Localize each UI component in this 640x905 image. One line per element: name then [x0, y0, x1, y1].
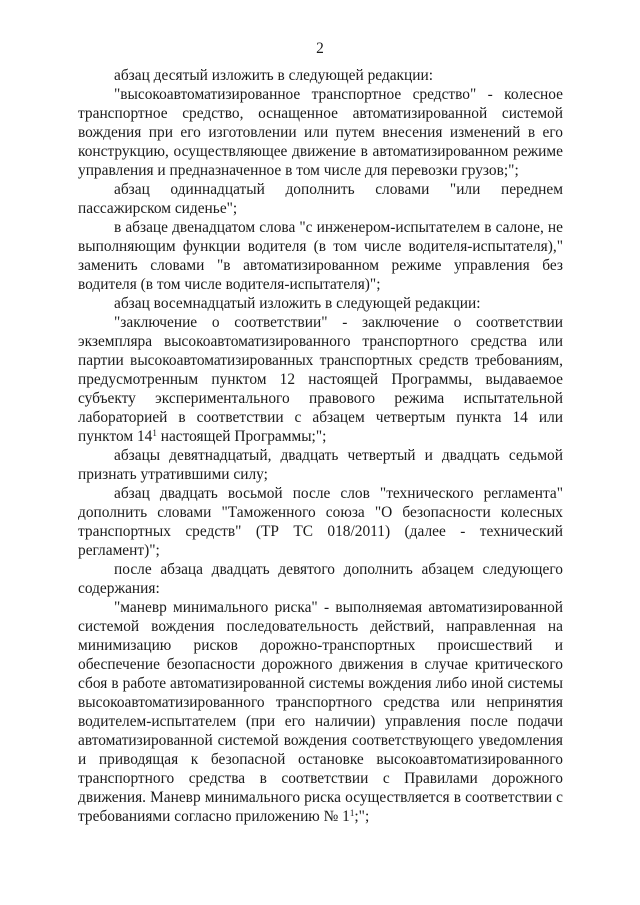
paragraph-1 — [78, 66, 563, 85]
paragraph-4 — [78, 218, 563, 294]
paragraph-text: абзац двадцать восьмой после слов "технического регламента" дополнить словами "Таможенного союза "О безопасности колесных транспортных средств" (ТР ТС 018/2011) (далее - технический регламент)"; — [78, 485, 563, 559]
paragraph-10 — [78, 598, 563, 826]
paragraph-text: абзацы девятнадцатый, двадцать четвертый и двадцать седьмой признать утратившими силу; — [78, 447, 563, 483]
paragraph-8 — [78, 484, 563, 560]
paragraph-text: "высокоавтоматизированное транспортное средство" - колесное транспортное средство, оснащенное автоматизированной системой вождения при его изготовлении или путем внесения изменений в его конструкцию, осуществляющее движение в автоматизированном режиме управления и предназначенное в том числе для перевозки грузов;"; — [78, 86, 563, 179]
paragraph-2 — [78, 85, 563, 180]
paragraph-9 — [78, 560, 563, 598]
paragraph-7 — [78, 446, 563, 484]
superscript-marker: 1 — [152, 428, 157, 438]
paragraph-5 — [78, 294, 563, 313]
paragraph-text: в абзаце двенадцатом слова "с инженером-испытателем в салоне, не выполняющим функции водителя (в том числе водителя-испытателя)," заменить словами "в автоматизированном режиме управления без водителя (в том числе водителя-испытателя)"; — [78, 219, 563, 293]
paragraph-text: после абзаца двадцать девятого дополнить абзацем следующего содержания: — [78, 561, 563, 597]
paragraph-text: "маневр минимального риска" - выполняемая автоматизированной системой вождения последовательность действий, направленная на минимизацию рисков дорожно-транспортных происшествий и обеспечение безопасности дорожного движения в случае критического сбоя в работе автоматизированной системы вождения либо иной системы высокоавтоматизированного транспортного средства или непринятия водителем-испытателем (при его наличии) управления после подачи автоматизированной системой вождения соответствующего уведомления и приводящая к безопасной остановке высокоавтоматизированного транспортного средства в соответствии с Правилами дорожного движения. Маневр минимального риска осуществляется в соответствии с требованиями согласно приложению № 1 — [78, 599, 563, 825]
paragraph-text-tail: ;"; — [354, 808, 370, 825]
paragraph-text: "заключение о соответствии" - заключение о соответствии экземпляра высокоавтоматизированного транспортного средства или партии высокоавтоматизированных транспортных средств требованиям, предусмотренным пунктом 12 настоящей Программы, выдаваемое субъекту экспериментального правового режима испытательной лабораторией в соответствии с абзацем четвертым пункта 14 или пунктом 14 — [78, 314, 563, 445]
paragraph-text: абзац одиннадцатый дополнить словами "или переднем пассажирском сиденье"; — [78, 181, 563, 217]
paragraph-6 — [78, 313, 563, 446]
page-number: 2 — [316, 40, 324, 57]
paragraph-text: абзац десятый изложить в следующей редакции: — [114, 67, 434, 84]
paragraph-3 — [78, 180, 563, 218]
paragraph-text-tail: настоящей Программы;"; — [156, 428, 327, 445]
paragraph-text: абзац восемнадцатый изложить в следующей редакции: — [114, 295, 481, 312]
superscript-marker: 1 — [349, 808, 355, 818]
document-body — [78, 66, 563, 826]
